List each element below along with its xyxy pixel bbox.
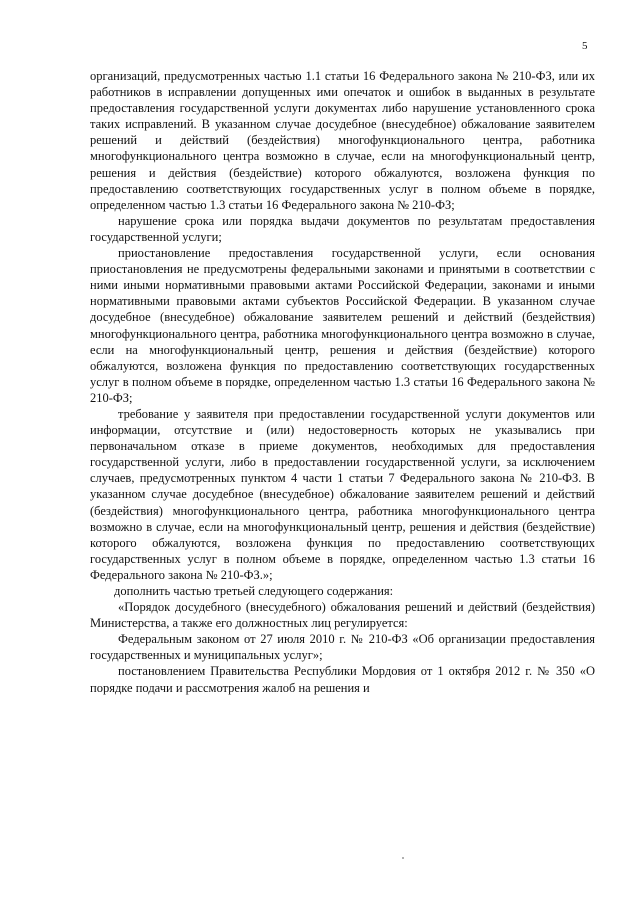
page-number: 5 [582,40,588,52]
paragraph-federal-law: Федеральным законом от 27 июля 2010 г. № 210-ФЗ «Об организации предоставления государственных и муниципальных услуг»; [90,632,595,663]
paragraph-appeal-procedure: «Порядок досудебного (внесудебного) обжалования решений и действий (бездействия) Министерства, а также его должностных лиц регулируется: [90,600,595,631]
paragraph-suspension: приостановление предоставления государственной услуги, если основания приостановления не предусмотрены федеральными законами и принятыми в соответствии с ними иными нормативными правовыми актами Российской Федерации, законами и иными нормативными правовыми актами субъектов Российской Федерации. В указанном случае досудебное (внесудебное) обжалование заявителем решений и действий (бездействия) многофункционального центра, работника многофункционального центра возможно в случае, если на многофункциональный центр, решения и действия (бездействие) которого обжалуются, возложена функция по предоставлению соответствующих государственных услуг в полном объеме в порядке, определенном частью 1.3 статьи 16 Федерального закона № 210-ФЗ; [90,246,595,405]
document-body [90,68,595,696]
paragraph-document-requirement: требование у заявителя при предоставлении государственной услуги документов или информации, отсутствие и (или) недостоверность которых не указывались при первоначальном отказе в приеме документов, необходимых для предоставления государственной услуги, либо в предоставлении государственной услуги, за исключением случаев, предусмотренных пунктом 4 части 1 статьи 7 Федерального закона № 210-ФЗ. В указанном случае досудебное (внесудебное) обжалование заявителем решений и действий (бездействия) многофункционального центра, работника многофункционального центра возможно в случае, если на многофункциональный центр, решения и действия (бездействие) которого обжалуются, возложена функция по предоставлению соответствующих государственных услуг в полном объеме в порядке, определенном частью 1.3 статьи 16 Федерального закона № 210-ФЗ.»; [90,406,595,582]
paragraph-continuation: организаций, предусмотренных частью 1.1 статьи 16 Федерального закона № 210-ФЗ, или их работников в исправлении допущенных ими опечаток и ошибок в выданных в результате предоставления государственной услуги документах либо нарушение установленного срока таких исправлений. В указанном случае досудебное (внесудебное) обжалование заявителем решений и действий (бездействия) многофункционального центра, работника многофункционального центра возможно в случае, если на многофункциональный центр, решения и действия (бездействие) которого обжалуются, возложена функция по предоставлению соответствующих государственных услуг в полном объеме в порядке, определенном частью 1.3 статьи 16 Федерального закона № 210-ФЗ; [90,69,595,212]
paragraph-government-resolution: постановлением Правительства Республики Мордовия от 1 октября 2012 г. № 350 «О порядке подачи и рассмотрения жалоб на решения и [90,664,595,695]
paragraph-deadline-violation: нарушение срока или порядка выдачи документов по результатам предоставления государственной услуги; [90,213,595,244]
scan-speck [402,857,404,859]
paragraph-amendment: дополнить частью третьей следующего содержания: [114,584,394,598]
